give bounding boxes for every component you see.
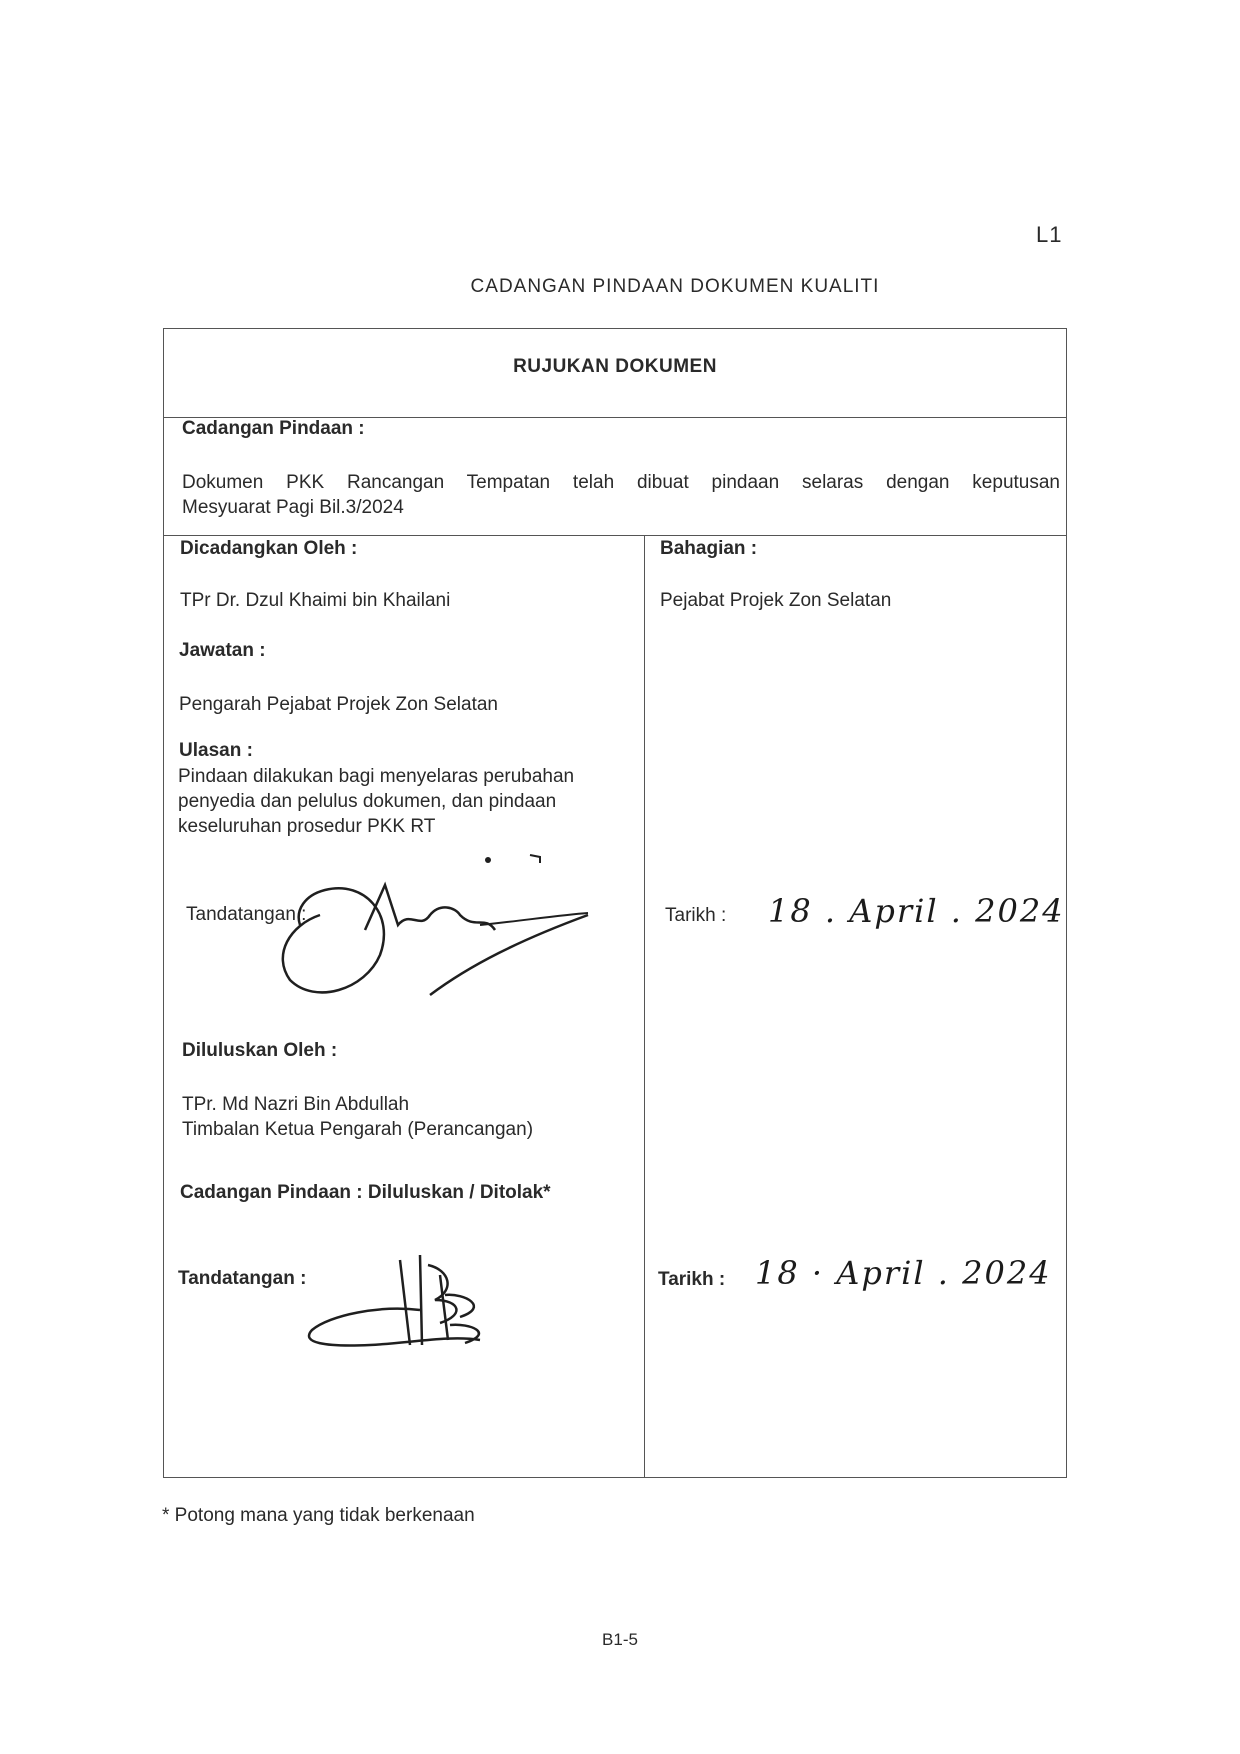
approver-name: TPr. Md Nazri Bin Abdullah — [182, 1094, 410, 1115]
column-divider — [644, 535, 645, 1477]
remarks-line-1: Pindaan dilakukan bagi menyelaras perubahan — [178, 766, 575, 787]
position-label: Jawatan : — [179, 640, 266, 661]
proposal-label: Cadangan Pindaan : — [182, 418, 365, 439]
approver-signature-image — [300, 1255, 510, 1355]
footnote: * Potong mana yang tidak berkenaan — [162, 1505, 475, 1526]
department-label: Bahagian : — [660, 538, 758, 559]
proposal-text-line1: Dokumen PKK Rancangan Tempatan telah dibuat pindaan selaras dengan keputusan — [182, 472, 1060, 493]
proposal-text-line2: Mesyuarat Pagi Bil.3/2024 — [182, 497, 404, 518]
proposer-signature-image — [270, 855, 600, 1005]
approver-label: Diluluskan Oleh : — [182, 1040, 338, 1061]
decision-label: Cadangan Pindaan : Diluluskan / Ditolak* — [180, 1182, 551, 1203]
approver-signature-label: Tandatangan : — [178, 1268, 307, 1289]
section-title: RUJUKAN DOKUMEN — [513, 356, 717, 377]
approver-position: Timbalan Ketua Pengarah (Perancangan) — [182, 1119, 534, 1140]
remarks-label: Ulasan : — [179, 740, 253, 761]
department-value: Pejabat Projek Zon Selatan — [660, 590, 892, 611]
proposer-date-label: Tarikh : — [665, 905, 727, 926]
proposer-signature-label: Tandatangan : — [186, 904, 307, 925]
remarks-line-2: penyedia dan pelulus dokumen, dan pindaan — [178, 791, 557, 812]
proposer-date-handwritten: 18 . April . 2024 — [768, 892, 1065, 930]
divider-proposal — [164, 535, 1066, 536]
proposer-name: TPr Dr. Dzul Khaimi bin Khailani — [180, 590, 451, 611]
remarks-line-3: keseluruhan prosedur PKK RT — [178, 816, 436, 837]
page-number: B1-5 — [602, 1630, 638, 1649]
approver-date-handwritten: 18 · April . 2024 — [755, 1254, 1052, 1292]
proposer-label: Dicadangkan Oleh : — [180, 538, 358, 559]
document-code: L1 — [1036, 222, 1063, 247]
proposer-position: Pengarah Pejabat Projek Zon Selatan — [179, 694, 498, 715]
document-title: CADANGAN PINDAAN DOKUMEN KUALITI — [470, 276, 880, 297]
approver-date-label: Tarikh : — [658, 1269, 726, 1290]
